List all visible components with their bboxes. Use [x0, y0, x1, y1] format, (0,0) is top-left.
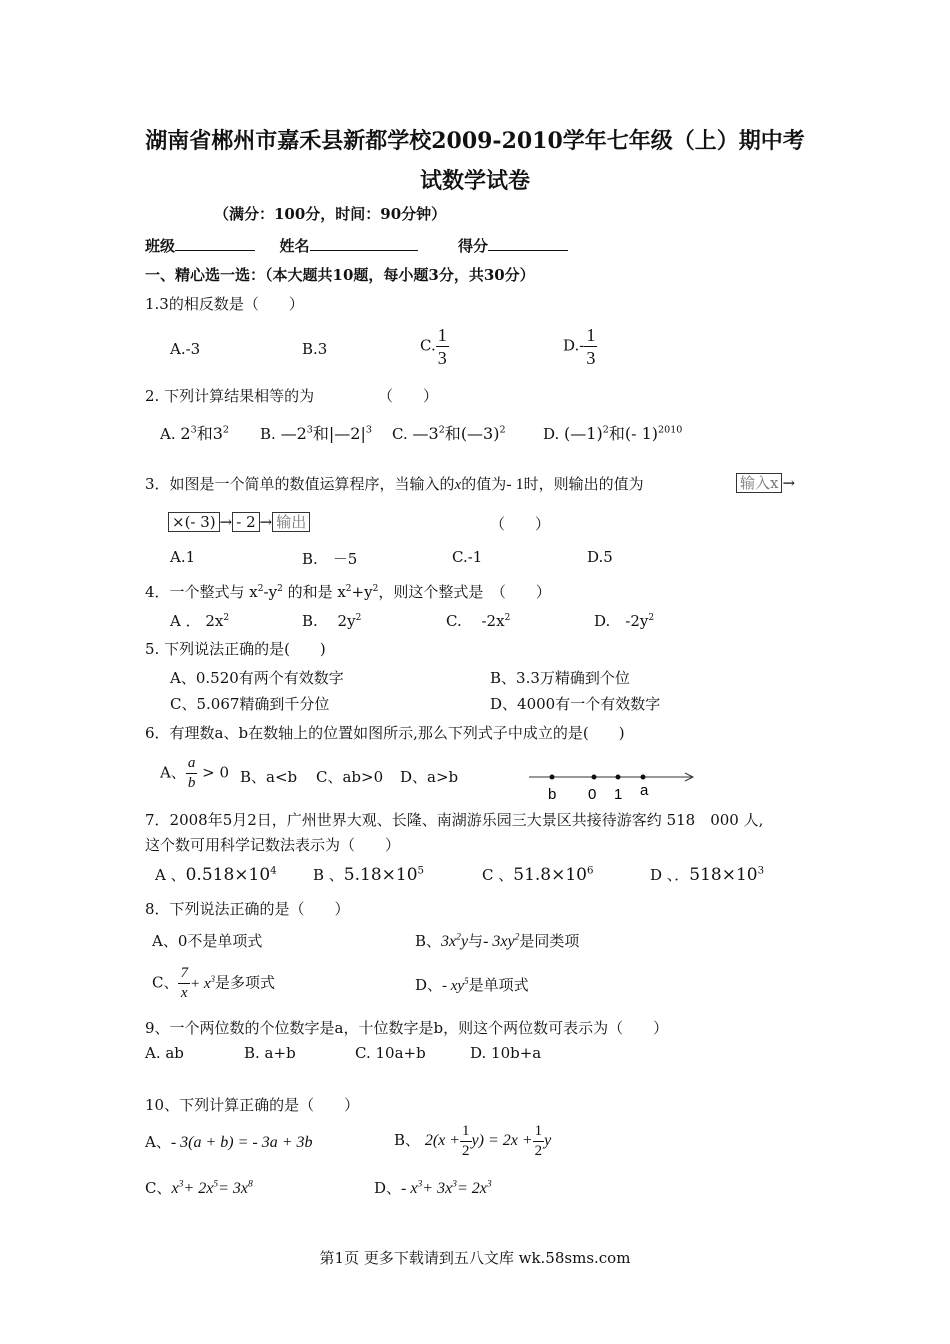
q4-stem: 4．一个整式与 $x^2-y^2$ 的和是 $x^2+y^2$，则这个整式是 （ ）	[145, 583, 551, 601]
q10-stem: 10、下列计算正确的是（ ）	[145, 1096, 360, 1114]
q9-option-d: D. 10b+a	[470, 1044, 542, 1062]
q9-stem: 9、一个两位数的个位数字是a，十位数字是b，则这个两位数可表示为（ ）	[145, 1019, 669, 1037]
q5-option-d: D、4000有一个有效数字	[490, 695, 661, 713]
q7-stem-line2: 这个数可用科学记数法表示为（ ）	[145, 836, 401, 854]
q6-option-b: B、a<b	[240, 768, 298, 786]
q9-option-a: A. ab	[145, 1044, 184, 1062]
q6-option-c: C、ab>0	[316, 768, 384, 786]
q7-option-a: A 、$0.518\times 10^4$	[155, 865, 277, 885]
q10-option-d: D、- $x^3+ 3x^3= 2x^3$	[374, 1178, 492, 1197]
flow-arrow: →	[782, 474, 796, 492]
exam-subtitle: （满分：100分，时间：90分钟）	[214, 205, 447, 223]
q1-stem: 1.3的相反数是（ ）	[145, 295, 304, 313]
q6-option-a: A、 $\frac{a}{b}$ > 0	[160, 755, 229, 791]
flow-box-minus: - 2	[232, 512, 259, 532]
q2-option-d: D. (—1)$^2$和(- 1)$^{2010}$	[543, 424, 683, 443]
page-footer: 第1页 更多下载请到五八文库 wk.58sms.com	[319, 1249, 631, 1267]
q4-option-b: B. $2y^2$	[302, 612, 362, 630]
q4-option-c: C. $-2x^2$	[446, 612, 511, 630]
score-blank[interactable]	[488, 236, 568, 251]
student-info-line	[145, 235, 568, 256]
section1-heading: 一、精心选一选：（本大题共10题，每小题3分，共30分）	[145, 266, 535, 284]
q8-stem: 8．下列说法正确的是（ ）	[145, 900, 350, 918]
q7-option-c: C 、$51.8\times 10^6$	[482, 865, 594, 885]
q2-stem: 2. 下列计算结果相等的为	[145, 387, 315, 405]
q10-option-c: C、$x^3+ 2x^5= 3x^8$	[145, 1178, 253, 1197]
q1-option-b: B.3	[302, 340, 328, 358]
q9-option-c: C. 10a+b	[355, 1044, 426, 1062]
point-zero	[592, 775, 597, 780]
point-b	[550, 775, 555, 780]
point-one	[616, 775, 621, 780]
name-label: 姓名	[279, 237, 310, 255]
q3-option-b: B. －5	[302, 550, 358, 568]
score-label: 得分	[457, 237, 488, 255]
q10-option-a: A、- 3(a + b) = - 3a + 3b	[145, 1133, 313, 1151]
q8-option-b: B、$3x^2y$与- $3xy^2$是同类项	[415, 931, 580, 950]
page-title-line1: 湖南省郴州市嘉禾县新都学校2009-2010学年七年级（上）期中考	[145, 128, 805, 154]
q3-option-d: D.5	[587, 548, 613, 566]
q3-flow-start	[736, 473, 795, 493]
q8-option-d: D、- $xy^5$是单项式	[415, 976, 529, 994]
q5-option-a: A、0.520有两个有效数字	[170, 669, 344, 687]
q6-option-d: D、a>b	[400, 768, 459, 786]
q1-option-d: D.- $\frac{1}{3}$	[563, 325, 596, 368]
q7-option-b: B 、$5.18\times 10^5$	[313, 865, 425, 885]
q3-flow-continue	[168, 512, 310, 532]
q9-option-b: B. a+b	[244, 1044, 296, 1062]
q4-option-a: A ． $2x^2$	[170, 612, 230, 630]
q5-option-b: B、3.3万精确到个位	[490, 669, 630, 687]
q4-option-d: D. $-2y^2$	[594, 612, 655, 630]
class-label: 班级	[145, 237, 176, 255]
flow-box-input: 输入x	[736, 473, 782, 493]
flow-box-times: ×(- 3)	[168, 512, 220, 532]
q3-option-a: A.1	[170, 548, 196, 566]
q1-option-a: A.-3	[170, 340, 201, 358]
q10-option-b: B、 2(x + $\frac{1}{2}$ y) = 2x + $\frac{1}{2}$ y	[394, 1123, 552, 1159]
q5-stem: 5. 下列说法正确的是( )	[145, 640, 326, 658]
axis-label-a: a	[640, 782, 649, 799]
class-blank[interactable]	[175, 236, 255, 251]
axis-label-b: b	[548, 786, 557, 803]
q6-stem: 6．有理数a、b在数轴上的位置如图所示,那么下列式子中成立的是( )	[145, 724, 625, 742]
number-line-figure	[525, 765, 700, 805]
point-a	[641, 775, 646, 780]
q8-option-c: C、 $\frac{7}{x}$ + $x^3$是多项式	[152, 965, 276, 1001]
q7-option-d: D 、．$518\times 10^3$	[650, 865, 765, 885]
q2-paren: （ ）	[378, 387, 439, 405]
q2-option-b: B. $—2^3$和$|—2|^3$	[260, 424, 372, 443]
flow-arrow: →	[219, 513, 233, 531]
flow-box-output: 输出	[272, 512, 310, 532]
name-blank[interactable]	[310, 236, 418, 251]
flow-arrow: →	[259, 513, 273, 531]
q8-option-a: A、0不是单项式	[152, 932, 263, 950]
q7-stem-line1: 7．2008年5月2日，广州世界大观、长隆、南湖游乐园三大景区共接待游客约 518 000 人,	[145, 811, 764, 829]
q2-option-c: C. $—3^2$和(—3)$^2$	[392, 424, 506, 443]
page-title-line2: 试数学试卷	[419, 168, 530, 194]
q5-option-c: C、5.067精确到千分位	[170, 695, 330, 713]
q1-option-c: C. $\frac{1}{3}$	[420, 325, 447, 368]
q3-paren: （ ）	[490, 515, 551, 533]
q3-option-c: C.-1	[452, 548, 483, 566]
q2-option-a: A. $2^3$和$3^2$	[160, 424, 229, 443]
axis-label-zero: 0	[588, 786, 597, 803]
q3-stem: 3．如图是一个简单的数值运算程序，当输入的x的值为- 1时，则输出的值为	[145, 475, 644, 493]
axis-label-one: 1	[614, 786, 623, 803]
